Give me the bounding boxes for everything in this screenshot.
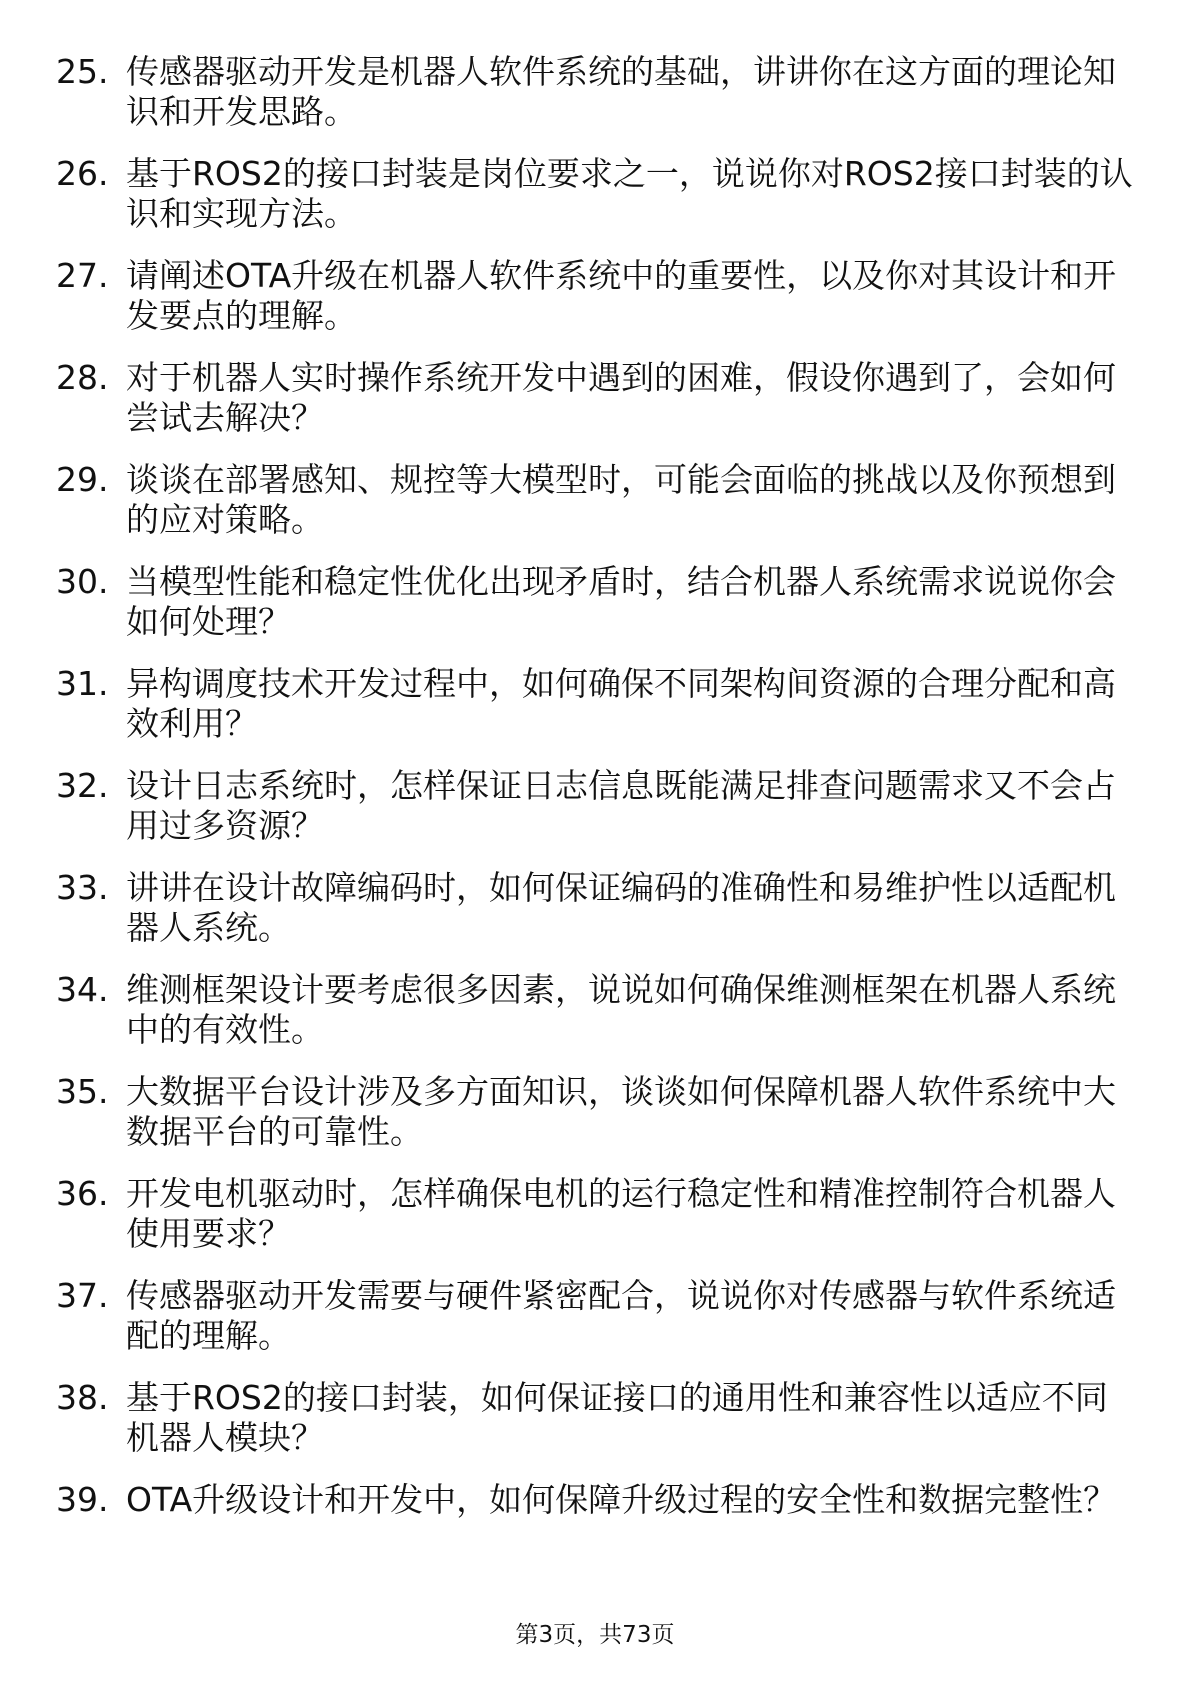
page-number-footer: 第3页，共73页 bbox=[515, 1622, 675, 1648]
question-number: 37. bbox=[56, 1276, 109, 1315]
question-text: 基于ROS2的接口封装是岗位要求之一，说说你对ROS2接口封装的认识和实现方法。 bbox=[126, 154, 1133, 233]
question-number: 36. bbox=[56, 1174, 109, 1213]
question-number: 30. bbox=[56, 562, 109, 601]
question-item bbox=[56, 868, 1136, 948]
question-number: 35. bbox=[56, 1072, 109, 1111]
question-text: 开发电机驱动时，怎样确保电机的运行稳定性和精准控制符合机器人使用要求？ bbox=[126, 1174, 1116, 1253]
question-number: 26. bbox=[56, 154, 109, 193]
question-item bbox=[56, 1072, 1136, 1152]
question-number: 31. bbox=[56, 664, 109, 703]
question-item bbox=[56, 460, 1136, 540]
question-list bbox=[56, 52, 1136, 1542]
question-text: 维测框架设计要考虑很多因素，说说如何确保维测框架在机器人系统中的有效性。 bbox=[126, 970, 1116, 1049]
question-item bbox=[56, 562, 1136, 642]
question-item bbox=[56, 1276, 1136, 1356]
question-item bbox=[56, 766, 1136, 846]
question-number: 28. bbox=[56, 358, 109, 397]
question-item bbox=[56, 52, 1136, 132]
question-text: 谈谈在部署感知、规控等大模型时，可能会面临的挑战以及你预想到的应对策略。 bbox=[126, 460, 1116, 539]
question-text: 设计日志系统时，怎样保证日志信息既能满足排查问题需求又不会占用过多资源？ bbox=[126, 766, 1116, 845]
question-number: 34. bbox=[56, 970, 109, 1009]
question-text: 传感器驱动开发需要与硬件紧密配合，说说你对传感器与软件系统适配的理解。 bbox=[126, 1276, 1116, 1355]
question-number: 32. bbox=[56, 766, 109, 805]
question-text: 传感器驱动开发是机器人软件系统的基础，讲讲你在这方面的理论知识和开发思路。 bbox=[126, 52, 1116, 131]
question-text: 基于ROS2的接口封装，如何保证接口的通用性和兼容性以适应不同机器人模块？ bbox=[126, 1378, 1108, 1457]
question-number: 39. bbox=[56, 1480, 109, 1519]
question-number: 27. bbox=[56, 256, 109, 295]
question-text: 讲讲在设计故障编码时，如何保证编码的准确性和易维护性以适配机器人系统。 bbox=[126, 868, 1116, 947]
question-text: OTA升级设计和开发中，如何保障升级过程的安全性和数据完整性？ bbox=[126, 1480, 1117, 1519]
question-number: 38. bbox=[56, 1378, 109, 1417]
question-item bbox=[56, 256, 1136, 336]
question-text: 请阐述OTA升级在机器人软件系统中的重要性，以及你对其设计和开发要点的理解。 bbox=[126, 256, 1117, 335]
question-text: 对于机器人实时操作系统开发中遇到的困难，假设你遇到了，会如何尝试去解决？ bbox=[126, 358, 1116, 437]
question-item bbox=[56, 358, 1136, 438]
question-number: 29. bbox=[56, 460, 109, 499]
question-number: 25. bbox=[56, 52, 109, 91]
question-item bbox=[56, 154, 1136, 234]
question-number: 33. bbox=[56, 868, 109, 907]
question-text: 当模型性能和稳定性优化出现矛盾时，结合机器人系统需求说说你会如何处理？ bbox=[126, 562, 1116, 641]
question-text: 异构调度技术开发过程中，如何确保不同架构间资源的合理分配和高效利用？ bbox=[126, 664, 1116, 743]
question-item bbox=[56, 1480, 1136, 1520]
question-item bbox=[56, 970, 1136, 1050]
question-text: 大数据平台设计涉及多方面知识，谈谈如何保障机器人软件系统中大数据平台的可靠性。 bbox=[126, 1072, 1116, 1151]
question-item bbox=[56, 1378, 1136, 1458]
question-item bbox=[56, 664, 1136, 744]
question-item bbox=[56, 1174, 1136, 1254]
